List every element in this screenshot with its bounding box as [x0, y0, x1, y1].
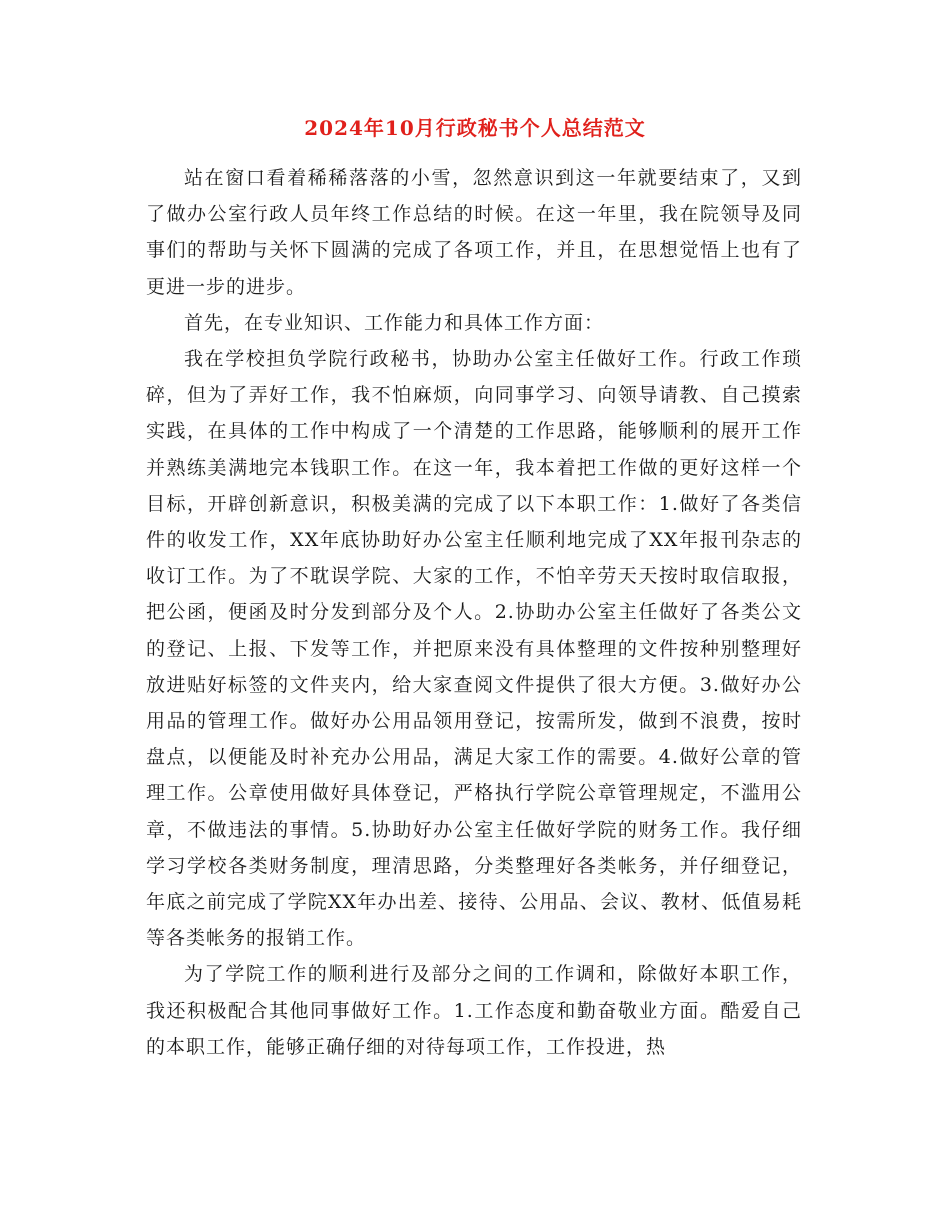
paragraph-intro: 站在窗口看着稀稀落落的小雪，忽然意识到这一年就要结束了，又到了做办公室行政人员年终工作总结的时候。在这一年里，我在院领导及同事们的帮助与关怀下圆满的完成了各项工作，并且，在思想觉悟上也有了更进一步的进步。 [146, 167, 802, 298]
document-body [146, 160, 802, 1065]
paragraph-cooperation: 为了学院工作的顺利进行及部分之间的工作调和，除做好本职工作，我还积极配合其他同事做好工作。1.工作态度和勤奋敬业方面。酷爱自己的本职工作，能够正确仔细的对待每项工作，工作投进，热 [146, 963, 802, 1058]
paragraph-duties: 我在学校担负学院行政秘书，协助办公室主任做好工作。行政工作琐碎，但为了弄好工作，我不怕麻烦，向同事学习、向领导请教、自己摸索实践，在具体的工作中构成了一个清楚的工作思路，能够顺利的展开工作并熟练美满地完本钱职工作。在这一年，我本着把工作做的更好这样一个目标，开辟创新意识，积极美满的完成了以下本职工作：1.做好了各类信件的收发工作，XX年底协助好办公室主任顺利地完成了XX年报刊杂志的收订工作。为了不耽误学院、大家的工作，不怕辛劳天天按时取信取报，把公函，便函及时分发到部分及个人。2.协助办公室主任做好了各类公文的登记、上报、下发等工作，并把原来没有具体整理的文件按种别整理好放进贴好标签的文件夹内，给大家查阅文件提供了很大方便。3.做好办公用品的管理工作。做好办公用品领用登记，按需所发，做到不浪费，按时盘点，以便能及时补充办公用品，满足大家工作的需要。4.做好公章的管理工作。公章使用做好具体登记，严格执行学院公章管理规定，不滥用公章，不做违法的事情。5.协助好办公室主任做好学院的财务工作。我仔细学习学校各类财务制度，理清思路，分类整理好各类帐务，并仔细登记，年底之前完成了学院XX年办出差、接待、公用品、会议、教材、低值易耗等各类帐务的报销工作。 [146, 348, 802, 950]
document-title: 2024年10月行政秘书个人总结范文 [304, 116, 646, 140]
paragraph-first-section: 首先，在专业知识、工作能力和具体工作方面： [184, 311, 605, 334]
